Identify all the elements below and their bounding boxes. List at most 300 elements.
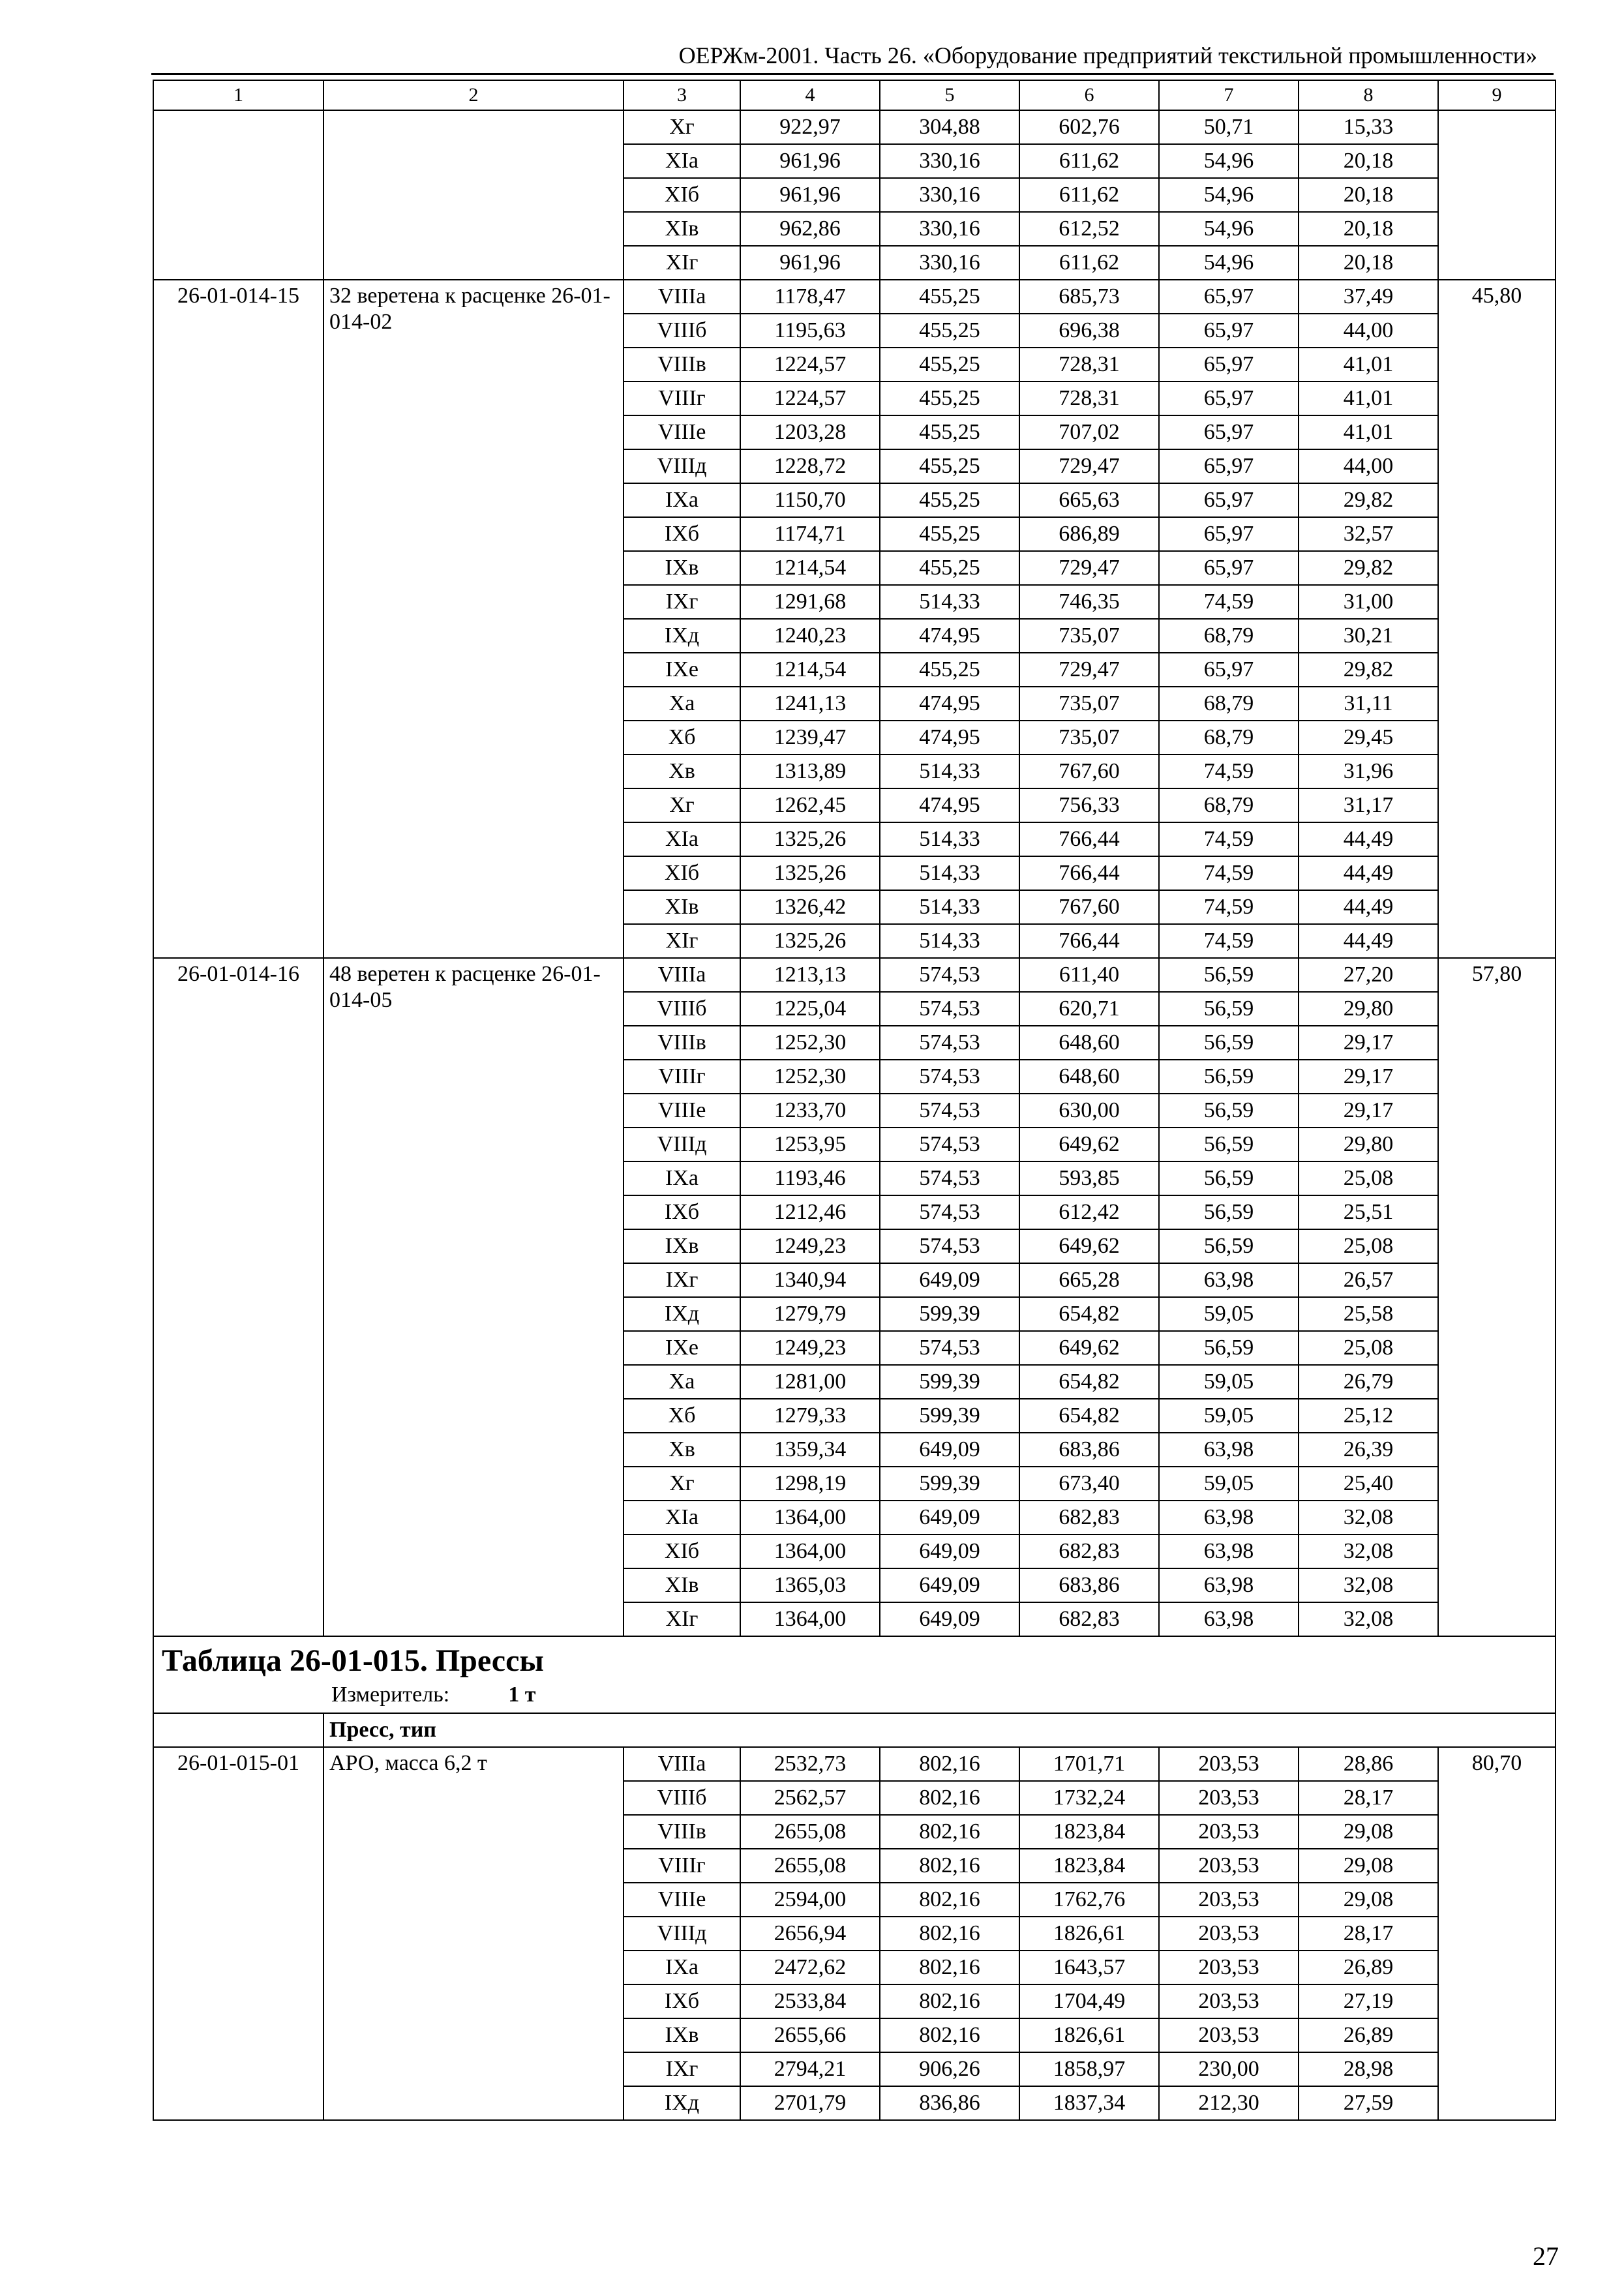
value-cell: 32,08 bbox=[1299, 1602, 1438, 1636]
value-cell: 203,53 bbox=[1159, 1917, 1299, 1951]
value-cell: 41,01 bbox=[1299, 382, 1438, 415]
column9-cell: 45,80 bbox=[1438, 280, 1556, 958]
value-cell: 56,59 bbox=[1159, 1195, 1299, 1229]
value-cell: 203,53 bbox=[1159, 1781, 1299, 1815]
value-cell: 574,53 bbox=[880, 1161, 1019, 1195]
value-cell: 29,82 bbox=[1299, 551, 1438, 585]
zone-cell: XIг bbox=[624, 924, 740, 958]
value-cell: 65,97 bbox=[1159, 415, 1299, 449]
zone-cell: IXд bbox=[624, 1297, 740, 1331]
value-cell: 514,33 bbox=[880, 890, 1019, 924]
value-cell: 1279,79 bbox=[740, 1297, 880, 1331]
table-body bbox=[153, 80, 1556, 2120]
value-cell: 29,80 bbox=[1299, 992, 1438, 1026]
value-cell: 203,53 bbox=[1159, 1984, 1299, 2018]
value-cell: 29,08 bbox=[1299, 1883, 1438, 1917]
value-cell: 32,08 bbox=[1299, 1568, 1438, 1602]
column-number-cell: 1 bbox=[153, 80, 323, 110]
value-cell: 611,62 bbox=[1019, 246, 1159, 280]
rate-code-cell: 26-01-014-16 bbox=[153, 958, 323, 1636]
column-number-cell: 7 bbox=[1159, 80, 1299, 110]
value-cell: 54,96 bbox=[1159, 246, 1299, 280]
value-cell: 1325,26 bbox=[740, 822, 880, 856]
value-cell: 37,49 bbox=[1299, 280, 1438, 314]
value-cell: 682,83 bbox=[1019, 1534, 1159, 1568]
value-cell: 654,82 bbox=[1019, 1297, 1159, 1331]
value-cell: 31,11 bbox=[1299, 687, 1438, 721]
zone-cell: IXд bbox=[624, 2086, 740, 2120]
value-cell: 1364,00 bbox=[740, 1501, 880, 1534]
meter-line bbox=[162, 1680, 1547, 1710]
zone-cell: Xa bbox=[624, 687, 740, 721]
zone-cell: VIIIв bbox=[624, 1026, 740, 1060]
value-cell: 574,53 bbox=[880, 958, 1019, 992]
value-cell: 54,96 bbox=[1159, 144, 1299, 178]
value-cell: 961,96 bbox=[740, 144, 880, 178]
value-cell: 1643,57 bbox=[1019, 1951, 1159, 1984]
zone-cell: XIг bbox=[624, 1602, 740, 1636]
value-cell: 474,95 bbox=[880, 619, 1019, 653]
value-cell: 767,60 bbox=[1019, 755, 1159, 788]
value-cell: 649,09 bbox=[880, 1433, 1019, 1467]
value-cell: 1326,42 bbox=[740, 890, 880, 924]
value-cell: 1150,70 bbox=[740, 483, 880, 517]
value-cell: 20,18 bbox=[1299, 178, 1438, 212]
value-cell: 330,16 bbox=[880, 178, 1019, 212]
rate-code-cell: 26-01-014-15 bbox=[153, 280, 323, 958]
value-cell: 25,12 bbox=[1299, 1399, 1438, 1433]
value-cell: 682,83 bbox=[1019, 1602, 1159, 1636]
value-cell: 1178,47 bbox=[740, 280, 880, 314]
document-title: ОЕРЖм-2001. Часть 26. «Оборудование предприятий текстильной промышленности» bbox=[678, 42, 1537, 68]
value-cell: 1359,34 bbox=[740, 1433, 880, 1467]
value-cell: 44,00 bbox=[1299, 314, 1438, 348]
value-cell: 32,08 bbox=[1299, 1501, 1438, 1534]
value-cell: 2656,94 bbox=[740, 1917, 880, 1951]
value-cell: 44,49 bbox=[1299, 890, 1438, 924]
value-cell: 574,53 bbox=[880, 1060, 1019, 1094]
column-number-row bbox=[153, 80, 1556, 110]
value-cell: 29,17 bbox=[1299, 1094, 1438, 1128]
zone-cell: Xб bbox=[624, 721, 740, 755]
value-cell: 59,05 bbox=[1159, 1467, 1299, 1501]
zone-cell: VIIIб bbox=[624, 1781, 740, 1815]
value-cell: 63,98 bbox=[1159, 1602, 1299, 1636]
zone-cell: IXб bbox=[624, 1984, 740, 2018]
value-cell: 29,08 bbox=[1299, 1849, 1438, 1883]
value-cell: 1364,00 bbox=[740, 1534, 880, 1568]
value-cell: 574,53 bbox=[880, 1026, 1019, 1060]
value-cell: 65,97 bbox=[1159, 653, 1299, 687]
zone-cell: XIг bbox=[624, 246, 740, 280]
zone-cell: IXг bbox=[624, 585, 740, 619]
value-cell: 2655,08 bbox=[740, 1849, 880, 1883]
value-cell: 611,62 bbox=[1019, 144, 1159, 178]
rate-name-cell: 48 веретен к расценке 26-01-014-05 bbox=[323, 958, 624, 1636]
value-cell: 29,82 bbox=[1299, 483, 1438, 517]
value-cell: 25,08 bbox=[1299, 1229, 1438, 1263]
value-cell: 1823,84 bbox=[1019, 1815, 1159, 1849]
table-row bbox=[153, 110, 1556, 144]
zone-cell: VIIIe bbox=[624, 1094, 740, 1128]
value-cell: 59,05 bbox=[1159, 1297, 1299, 1331]
zone-cell: IXa bbox=[624, 1951, 740, 1984]
value-cell: 1313,89 bbox=[740, 755, 880, 788]
value-cell: 514,33 bbox=[880, 755, 1019, 788]
value-cell: 1241,13 bbox=[740, 687, 880, 721]
value-cell: 1291,68 bbox=[740, 585, 880, 619]
value-cell: 54,96 bbox=[1159, 178, 1299, 212]
value-cell: 455,25 bbox=[880, 653, 1019, 687]
value-cell: 1826,61 bbox=[1019, 2018, 1159, 2052]
value-cell: 599,39 bbox=[880, 1467, 1019, 1501]
value-cell: 20,18 bbox=[1299, 212, 1438, 246]
zone-cell: XIв bbox=[624, 890, 740, 924]
value-cell: 25,08 bbox=[1299, 1331, 1438, 1365]
value-cell: 1212,46 bbox=[740, 1195, 880, 1229]
value-cell: 56,59 bbox=[1159, 1229, 1299, 1263]
value-cell: 1213,13 bbox=[740, 958, 880, 992]
value-cell: 65,97 bbox=[1159, 483, 1299, 517]
value-cell: 74,59 bbox=[1159, 924, 1299, 958]
value-cell: 56,59 bbox=[1159, 1094, 1299, 1128]
zone-cell: IXв bbox=[624, 551, 740, 585]
zone-cell: XIб bbox=[624, 856, 740, 890]
value-cell: 203,53 bbox=[1159, 1951, 1299, 1984]
value-cell: 474,95 bbox=[880, 721, 1019, 755]
value-cell: 649,09 bbox=[880, 1602, 1019, 1636]
value-cell: 649,62 bbox=[1019, 1229, 1159, 1263]
value-cell: 696,38 bbox=[1019, 314, 1159, 348]
value-cell: 906,26 bbox=[880, 2052, 1019, 2086]
value-cell: 28,98 bbox=[1299, 2052, 1438, 2086]
value-cell: 802,16 bbox=[880, 1849, 1019, 1883]
value-cell: 304,88 bbox=[880, 110, 1019, 144]
value-cell: 203,53 bbox=[1159, 2018, 1299, 2052]
value-cell: 1281,00 bbox=[740, 1365, 880, 1399]
value-cell: 756,33 bbox=[1019, 788, 1159, 822]
value-cell: 802,16 bbox=[880, 1815, 1019, 1849]
value-cell: 649,09 bbox=[880, 1534, 1019, 1568]
value-cell: 63,98 bbox=[1159, 1534, 1299, 1568]
value-cell: 230,00 bbox=[1159, 2052, 1299, 2086]
value-cell: 63,98 bbox=[1159, 1433, 1299, 1467]
value-cell: 1858,97 bbox=[1019, 2052, 1159, 2086]
value-cell: 648,60 bbox=[1019, 1060, 1159, 1094]
value-cell: 922,97 bbox=[740, 110, 880, 144]
value-cell: 56,59 bbox=[1159, 1331, 1299, 1365]
value-cell: 32,57 bbox=[1299, 517, 1438, 551]
value-cell: 68,79 bbox=[1159, 619, 1299, 653]
value-cell: 44,00 bbox=[1299, 449, 1438, 483]
value-cell: 630,00 bbox=[1019, 1094, 1159, 1128]
value-cell: 31,00 bbox=[1299, 585, 1438, 619]
value-cell: 59,05 bbox=[1159, 1399, 1299, 1433]
value-cell: 649,62 bbox=[1019, 1331, 1159, 1365]
value-cell: 599,39 bbox=[880, 1399, 1019, 1433]
rates-table bbox=[153, 80, 1556, 2121]
value-cell: 735,07 bbox=[1019, 619, 1159, 653]
value-cell: 330,16 bbox=[880, 144, 1019, 178]
value-cell: 665,28 bbox=[1019, 1263, 1159, 1297]
zone-cell: VIIIг bbox=[624, 382, 740, 415]
rate-code-cell bbox=[153, 110, 323, 280]
value-cell: 649,09 bbox=[880, 1501, 1019, 1534]
value-cell: 1262,45 bbox=[740, 788, 880, 822]
rate-name-cell bbox=[323, 110, 624, 280]
zone-cell: Xг bbox=[624, 110, 740, 144]
zone-cell: XIa bbox=[624, 822, 740, 856]
value-cell: 612,42 bbox=[1019, 1195, 1159, 1229]
value-cell: 961,96 bbox=[740, 178, 880, 212]
value-cell: 203,53 bbox=[1159, 1815, 1299, 1849]
column-number-cell: 3 bbox=[624, 80, 740, 110]
value-cell: 1762,76 bbox=[1019, 1883, 1159, 1917]
value-cell: 65,97 bbox=[1159, 280, 1299, 314]
zone-cell: VIIIб bbox=[624, 314, 740, 348]
value-cell: 25,40 bbox=[1299, 1467, 1438, 1501]
value-cell: 26,57 bbox=[1299, 1263, 1438, 1297]
value-cell: 28,86 bbox=[1299, 1747, 1438, 1781]
value-cell: 65,97 bbox=[1159, 517, 1299, 551]
value-cell: 31,17 bbox=[1299, 788, 1438, 822]
value-cell: 56,59 bbox=[1159, 992, 1299, 1026]
value-cell: 673,40 bbox=[1019, 1467, 1159, 1501]
zone-cell: XIв bbox=[624, 1568, 740, 1602]
value-cell: 455,25 bbox=[880, 449, 1019, 483]
value-cell: 2533,84 bbox=[740, 1984, 880, 2018]
value-cell: 455,25 bbox=[880, 348, 1019, 382]
value-cell: 1823,84 bbox=[1019, 1849, 1159, 1883]
value-cell: 766,44 bbox=[1019, 856, 1159, 890]
value-cell: 455,25 bbox=[880, 483, 1019, 517]
section-empty-cell bbox=[153, 1713, 323, 1747]
value-cell: 1214,54 bbox=[740, 653, 880, 687]
value-cell: 1279,33 bbox=[740, 1399, 880, 1433]
value-cell: 649,09 bbox=[880, 1568, 1019, 1602]
zone-cell: VIIIв bbox=[624, 1815, 740, 1849]
value-cell: 1239,47 bbox=[740, 721, 880, 755]
column9-cell bbox=[1438, 110, 1556, 280]
value-cell: 65,97 bbox=[1159, 551, 1299, 585]
zone-cell: IXa bbox=[624, 1161, 740, 1195]
value-cell: 654,82 bbox=[1019, 1365, 1159, 1399]
value-cell: 1252,30 bbox=[740, 1060, 880, 1094]
value-cell: 25,58 bbox=[1299, 1297, 1438, 1331]
value-cell: 56,59 bbox=[1159, 958, 1299, 992]
zone-cell: VIIIe bbox=[624, 415, 740, 449]
value-cell: 1340,94 bbox=[740, 1263, 880, 1297]
value-cell: 1193,46 bbox=[740, 1161, 880, 1195]
value-cell: 1365,03 bbox=[740, 1568, 880, 1602]
value-cell: 766,44 bbox=[1019, 924, 1159, 958]
value-cell: 648,60 bbox=[1019, 1026, 1159, 1060]
value-cell: 455,25 bbox=[880, 314, 1019, 348]
rate-name-cell: 32 веретена к расценке 26-01-014-02 bbox=[323, 280, 624, 958]
value-cell: 665,63 bbox=[1019, 483, 1159, 517]
value-cell: 2472,62 bbox=[740, 1951, 880, 1984]
zone-cell: VIIIa bbox=[624, 1747, 740, 1781]
value-cell: 1704,49 bbox=[1019, 1984, 1159, 2018]
zone-cell: XIa bbox=[624, 144, 740, 178]
zone-cell: VIIIa bbox=[624, 958, 740, 992]
value-cell: 15,33 bbox=[1299, 110, 1438, 144]
value-cell: 802,16 bbox=[880, 1984, 1019, 2018]
value-cell: 1195,63 bbox=[740, 314, 880, 348]
value-cell: 56,59 bbox=[1159, 1161, 1299, 1195]
value-cell: 32,08 bbox=[1299, 1534, 1438, 1568]
value-cell: 1298,19 bbox=[740, 1467, 880, 1501]
value-cell: 203,53 bbox=[1159, 1883, 1299, 1917]
column9-cell: 57,80 bbox=[1438, 958, 1556, 1636]
value-cell: 2562,57 bbox=[740, 1781, 880, 1815]
value-cell: 1732,24 bbox=[1019, 1781, 1159, 1815]
table-title: Таблица 26-01-015. Прессы bbox=[162, 1643, 544, 1678]
meter-label: Измеритель: bbox=[331, 1683, 450, 1707]
value-cell: 65,97 bbox=[1159, 382, 1299, 415]
zone-cell: IXв bbox=[624, 1229, 740, 1263]
value-cell: 612,52 bbox=[1019, 212, 1159, 246]
value-cell: 682,83 bbox=[1019, 1501, 1159, 1534]
value-cell: 574,53 bbox=[880, 1094, 1019, 1128]
value-cell: 1253,95 bbox=[740, 1128, 880, 1161]
value-cell: 961,96 bbox=[740, 246, 880, 280]
table-title-cell bbox=[153, 1636, 1556, 1713]
rate-name-cell: АРО, масса 6,2 т bbox=[323, 1747, 624, 2120]
value-cell: 707,02 bbox=[1019, 415, 1159, 449]
value-cell: 514,33 bbox=[880, 822, 1019, 856]
zone-cell: XIб bbox=[624, 178, 740, 212]
zone-cell: VIIIд bbox=[624, 449, 740, 483]
value-cell: 593,85 bbox=[1019, 1161, 1159, 1195]
zone-cell: VIIIг bbox=[624, 1849, 740, 1883]
value-cell: 735,07 bbox=[1019, 721, 1159, 755]
value-cell: 2594,00 bbox=[740, 1883, 880, 1917]
value-cell: 802,16 bbox=[880, 1781, 1019, 1815]
header-divider bbox=[151, 73, 1554, 75]
zone-cell: Xв bbox=[624, 1433, 740, 1467]
column-number-cell: 8 bbox=[1299, 80, 1438, 110]
value-cell: 330,16 bbox=[880, 212, 1019, 246]
value-cell: 728,31 bbox=[1019, 382, 1159, 415]
value-cell: 65,97 bbox=[1159, 314, 1299, 348]
value-cell: 514,33 bbox=[880, 856, 1019, 890]
value-cell: 728,31 bbox=[1019, 348, 1159, 382]
zone-cell: IXб bbox=[624, 517, 740, 551]
value-cell: 599,39 bbox=[880, 1365, 1019, 1399]
value-cell: 44,49 bbox=[1299, 822, 1438, 856]
value-cell: 802,16 bbox=[880, 1747, 1019, 1781]
page-number: 27 bbox=[1533, 2241, 1559, 2271]
column-number-cell: 4 bbox=[740, 80, 880, 110]
value-cell: 683,86 bbox=[1019, 1568, 1159, 1602]
value-cell: 1228,72 bbox=[740, 449, 880, 483]
zone-cell: Xг bbox=[624, 1467, 740, 1501]
value-cell: 68,79 bbox=[1159, 721, 1299, 755]
value-cell: 74,59 bbox=[1159, 890, 1299, 924]
table-row bbox=[153, 1747, 1556, 1781]
section-row bbox=[153, 1713, 1556, 1747]
value-cell: 574,53 bbox=[880, 1331, 1019, 1365]
value-cell: 1364,00 bbox=[740, 1602, 880, 1636]
value-cell: 20,18 bbox=[1299, 144, 1438, 178]
value-cell: 1325,26 bbox=[740, 924, 880, 958]
value-cell: 599,39 bbox=[880, 1297, 1019, 1331]
value-cell: 1249,23 bbox=[740, 1229, 880, 1263]
value-cell: 1225,04 bbox=[740, 992, 880, 1026]
zone-cell: Xa bbox=[624, 1365, 740, 1399]
value-cell: 44,49 bbox=[1299, 924, 1438, 958]
value-cell: 44,49 bbox=[1299, 856, 1438, 890]
value-cell: 729,47 bbox=[1019, 653, 1159, 687]
value-cell: 574,53 bbox=[880, 1229, 1019, 1263]
value-cell: 686,89 bbox=[1019, 517, 1159, 551]
value-cell: 2794,21 bbox=[740, 2052, 880, 2086]
value-cell: 65,97 bbox=[1159, 348, 1299, 382]
value-cell: 29,08 bbox=[1299, 1815, 1438, 1849]
zone-cell: VIIIг bbox=[624, 1060, 740, 1094]
value-cell: 212,30 bbox=[1159, 2086, 1299, 2120]
value-cell: 962,86 bbox=[740, 212, 880, 246]
value-cell: 29,82 bbox=[1299, 653, 1438, 687]
value-cell: 26,89 bbox=[1299, 1951, 1438, 1984]
column9-cell: 80,70 bbox=[1438, 1747, 1556, 2120]
value-cell: 74,59 bbox=[1159, 822, 1299, 856]
meter-value: 1 т bbox=[508, 1683, 536, 1707]
value-cell: 729,47 bbox=[1019, 551, 1159, 585]
value-cell: 1174,71 bbox=[740, 517, 880, 551]
value-cell: 2655,08 bbox=[740, 1815, 880, 1849]
table-row bbox=[153, 958, 1556, 992]
value-cell: 29,80 bbox=[1299, 1128, 1438, 1161]
value-cell: 29,45 bbox=[1299, 721, 1438, 755]
value-cell: 74,59 bbox=[1159, 755, 1299, 788]
column-number-cell: 2 bbox=[323, 80, 624, 110]
value-cell: 2701,79 bbox=[740, 2086, 880, 2120]
value-cell: 28,17 bbox=[1299, 1781, 1438, 1815]
value-cell: 802,16 bbox=[880, 1883, 1019, 1917]
value-cell: 68,79 bbox=[1159, 788, 1299, 822]
value-cell: 649,62 bbox=[1019, 1128, 1159, 1161]
value-cell: 1233,70 bbox=[740, 1094, 880, 1128]
value-cell: 59,05 bbox=[1159, 1365, 1299, 1399]
value-cell: 1224,57 bbox=[740, 348, 880, 382]
value-cell: 1249,23 bbox=[740, 1331, 880, 1365]
zone-cell: VIIIв bbox=[624, 348, 740, 382]
value-cell: 455,25 bbox=[880, 280, 1019, 314]
value-cell: 27,20 bbox=[1299, 958, 1438, 992]
value-cell: 802,16 bbox=[880, 1951, 1019, 1984]
value-cell: 31,96 bbox=[1299, 755, 1438, 788]
value-cell: 25,08 bbox=[1299, 1161, 1438, 1195]
section-title: Пресс, тип bbox=[323, 1713, 1556, 1747]
value-cell: 50,71 bbox=[1159, 110, 1299, 144]
value-cell: 26,39 bbox=[1299, 1433, 1438, 1467]
value-cell: 685,73 bbox=[1019, 280, 1159, 314]
value-cell: 63,98 bbox=[1159, 1568, 1299, 1602]
value-cell: 767,60 bbox=[1019, 890, 1159, 924]
value-cell: 330,16 bbox=[880, 246, 1019, 280]
value-cell: 611,40 bbox=[1019, 958, 1159, 992]
value-cell: 203,53 bbox=[1159, 1747, 1299, 1781]
value-cell: 27,19 bbox=[1299, 1984, 1438, 2018]
zone-cell: Xв bbox=[624, 755, 740, 788]
zone-cell: VIIIд bbox=[624, 1128, 740, 1161]
value-cell: 1701,71 bbox=[1019, 1747, 1159, 1781]
value-cell: 602,76 bbox=[1019, 110, 1159, 144]
zone-cell: IXв bbox=[624, 2018, 740, 2052]
value-cell: 2655,66 bbox=[740, 2018, 880, 2052]
